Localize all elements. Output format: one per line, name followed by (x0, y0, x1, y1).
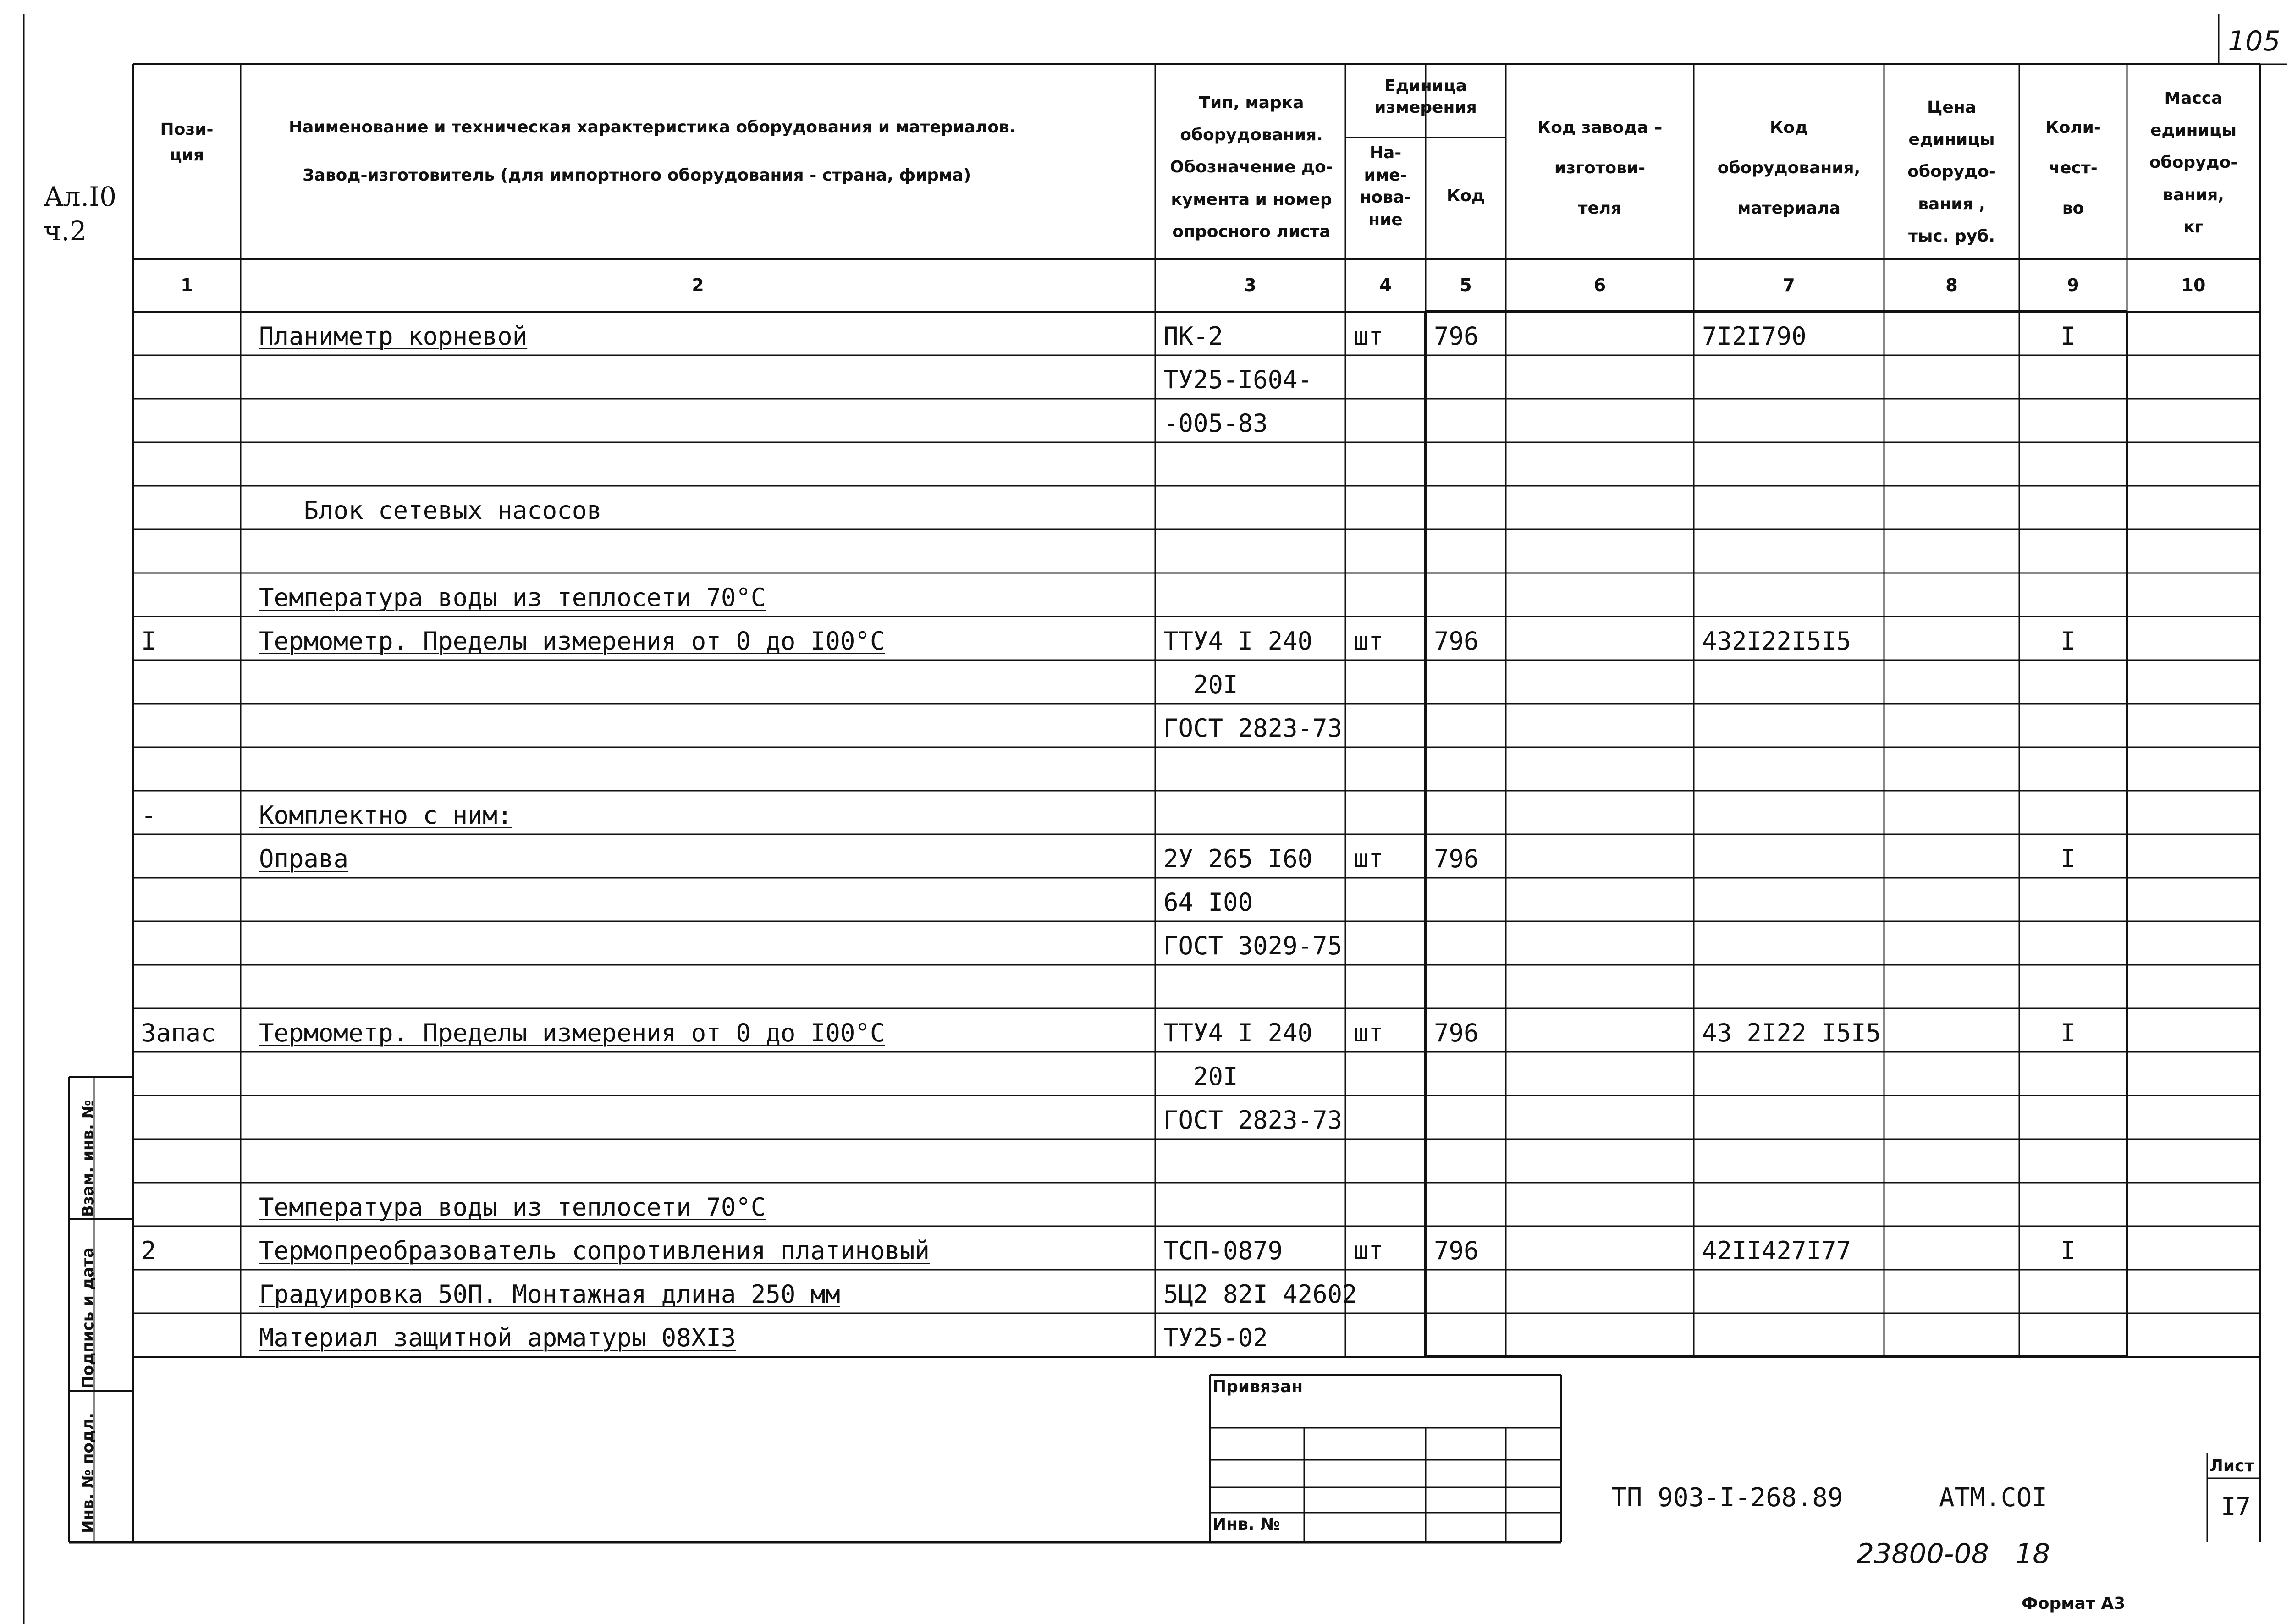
cell-name: Оправа (259, 844, 349, 873)
table-row (133, 1183, 2260, 1226)
cell-name: Градуировка 50П. Монтажная длина 250 мм (259, 1280, 840, 1309)
cell-type: -005-83 (1163, 409, 1268, 438)
table-row (133, 704, 2260, 747)
header-mass: Масса единицы оборудо- вания, кг (2149, 89, 2238, 237)
table-row (133, 1008, 2260, 1052)
table-row (133, 617, 2260, 660)
cell-equipment-code: 432I22I5I5 (1702, 627, 1851, 655)
header-name-line2: Завод-изготовитель (для импортного оборудования - страна, фирма) (303, 166, 971, 185)
cell-name: Термопреобразователь сопротивления платиновый (259, 1236, 930, 1265)
cell-type: 20I (1163, 670, 1238, 699)
cell-type: ТСП-0879 (1163, 1236, 1283, 1265)
header-name-line1: Наименование и техническая характеристика оборудования и материалов. (289, 118, 1016, 137)
side-stamp-podpis: Подпись и дата (79, 1247, 97, 1389)
side-stamp-vzam: Взам. инв. № (79, 1100, 97, 1217)
cell-unit-code: 796 (1434, 844, 1479, 873)
cell-unit-code: 796 (1434, 1018, 1479, 1047)
table-row (133, 1096, 2260, 1139)
cell-quantity: I (2061, 1018, 2076, 1047)
cell-quantity: I (2061, 322, 2076, 351)
side-stamp-inv: Инв. № подл. (79, 1412, 97, 1533)
header-factory-code: Код завода – изготови- теля (1537, 118, 1663, 218)
table-row (133, 486, 2260, 529)
cell-name: Термометр. Пределы измерения от 0 до I00°С (259, 1018, 885, 1047)
stamp-list-number: I7 (2221, 1492, 2251, 1521)
cell-equipment-code: 42II427I77 (1702, 1236, 1851, 1265)
table-row (133, 312, 2260, 355)
cell-quantity: I (2061, 844, 2076, 873)
cell-equipment-code: 7I2I790 (1702, 322, 1807, 351)
table-row (133, 529, 2260, 573)
column-number: 10 (2181, 275, 2206, 295)
cell-type: ГОСТ 2823-73 (1163, 714, 1343, 743)
table-row (133, 660, 2260, 704)
cell-name: Комплектно с ним: (259, 801, 512, 830)
cell-unit: шт (1354, 322, 1384, 351)
bottom-handwritten-number: 23800-08 18 (1857, 1538, 2050, 1570)
cell-name: Термометр. Пределы измерения от 0 до I00°С (259, 627, 885, 655)
stamp-document-code: АТМ.СОI (1939, 1483, 2048, 1513)
header-quantity: Коли- чест- во (2045, 118, 2101, 218)
cell-position: 2 (141, 1236, 156, 1265)
column-number: 2 (692, 275, 704, 295)
format-label: Формат А3 (2022, 1594, 2126, 1613)
table-row (133, 747, 2260, 791)
header-unit-name: На- име- нова- ние (1360, 143, 1411, 229)
cell-position: I (141, 627, 156, 655)
cell-unit: шт (1354, 627, 1384, 655)
column-number: 8 (1945, 275, 1958, 295)
cell-name: Температура воды из теплосети 70°С (259, 1193, 766, 1222)
stamp-list-label: Лист (2209, 1457, 2254, 1475)
cell-name: Планиметр корневой (259, 322, 528, 351)
table-row (133, 965, 2260, 1008)
table-row (133, 878, 2260, 921)
cell-type: ТТУ4 I 240 (1163, 627, 1313, 655)
stamp-project-code: ТП 903-I-268.89 (1611, 1483, 1843, 1513)
header-unit-group: Единица измерения (1374, 77, 1477, 117)
cell-type: 2У 265 I60 (1163, 844, 1313, 873)
cell-type: ТУ25-02 (1163, 1323, 1268, 1352)
table-row (133, 1139, 2260, 1183)
column-number: 1 (181, 275, 193, 295)
table-row (133, 791, 2260, 834)
cell-type: 20I (1163, 1062, 1238, 1091)
header-unit-code: Код (1446, 187, 1485, 205)
sheet-corner-number: 105 (2228, 25, 2281, 57)
cell-quantity: I (2061, 1236, 2076, 1265)
table-row (133, 355, 2260, 399)
table-row (133, 1270, 2260, 1313)
side-note-line1: Ал.I0 (44, 181, 117, 212)
column-number: 4 (1379, 275, 1392, 295)
table-row (133, 442, 2260, 486)
cell-type: ГОСТ 2823-73 (1163, 1106, 1343, 1134)
cell-unit-code: 796 (1434, 627, 1479, 655)
cell-name: Температура воды из теплосети 70°С (259, 583, 766, 612)
side-note-line2: ч.2 (44, 215, 87, 247)
cell-equipment-code: 43 2I22 I5I5 (1702, 1018, 1881, 1047)
cell-type: 5Ц2 82I 42602 (1163, 1280, 1357, 1309)
cell-unit: шт (1354, 844, 1384, 873)
table-row (133, 1226, 2260, 1270)
cell-position: - (141, 801, 156, 830)
table-row (133, 399, 2260, 442)
cell-unit-code: 796 (1434, 322, 1479, 351)
cell-type: ТТУ4 I 240 (1163, 1018, 1313, 1047)
table-row (133, 1313, 2260, 1357)
cell-unit: шт (1354, 1018, 1384, 1047)
cell-unit-code: 796 (1434, 1236, 1479, 1265)
cell-type: ГОСТ 3029-75 (1163, 931, 1343, 960)
stamp-privyazan: Привязан (1212, 1377, 1303, 1396)
cell-type: ТУ25-I604- (1163, 365, 1313, 394)
column-number: 7 (1783, 275, 1795, 295)
cell-unit: шт (1354, 1236, 1384, 1265)
cell-position: Запас (141, 1018, 216, 1047)
cell-quantity: I (2061, 627, 2076, 655)
table-row (133, 921, 2260, 965)
cell-type: ПК-2 (1163, 322, 1223, 351)
column-number: 9 (2067, 275, 2079, 295)
header-position: Пози- ция (160, 120, 214, 165)
column-number: 5 (1460, 275, 1472, 295)
table-row (133, 573, 2260, 617)
header-equipment-code: Код оборудования, материала (1717, 118, 1861, 218)
cell-type: 64 I00 (1163, 888, 1253, 917)
cell-name: Материал защитной арматуры 08ХI3 (259, 1323, 736, 1352)
header-type: Тип, марка оборудования. Обозначение до- кумента и номер опросного листа (1170, 94, 1333, 241)
cell-name: Блок сетевых насосов (259, 496, 602, 525)
header-price: Цена единицы оборудо- вания , тыс. руб. (1907, 98, 1996, 246)
table-row (133, 834, 2260, 878)
stamp-inv-no: Инв. № (1212, 1515, 1280, 1534)
table-row (133, 1052, 2260, 1096)
column-number: 3 (1244, 275, 1256, 295)
column-number: 6 (1593, 275, 1606, 295)
